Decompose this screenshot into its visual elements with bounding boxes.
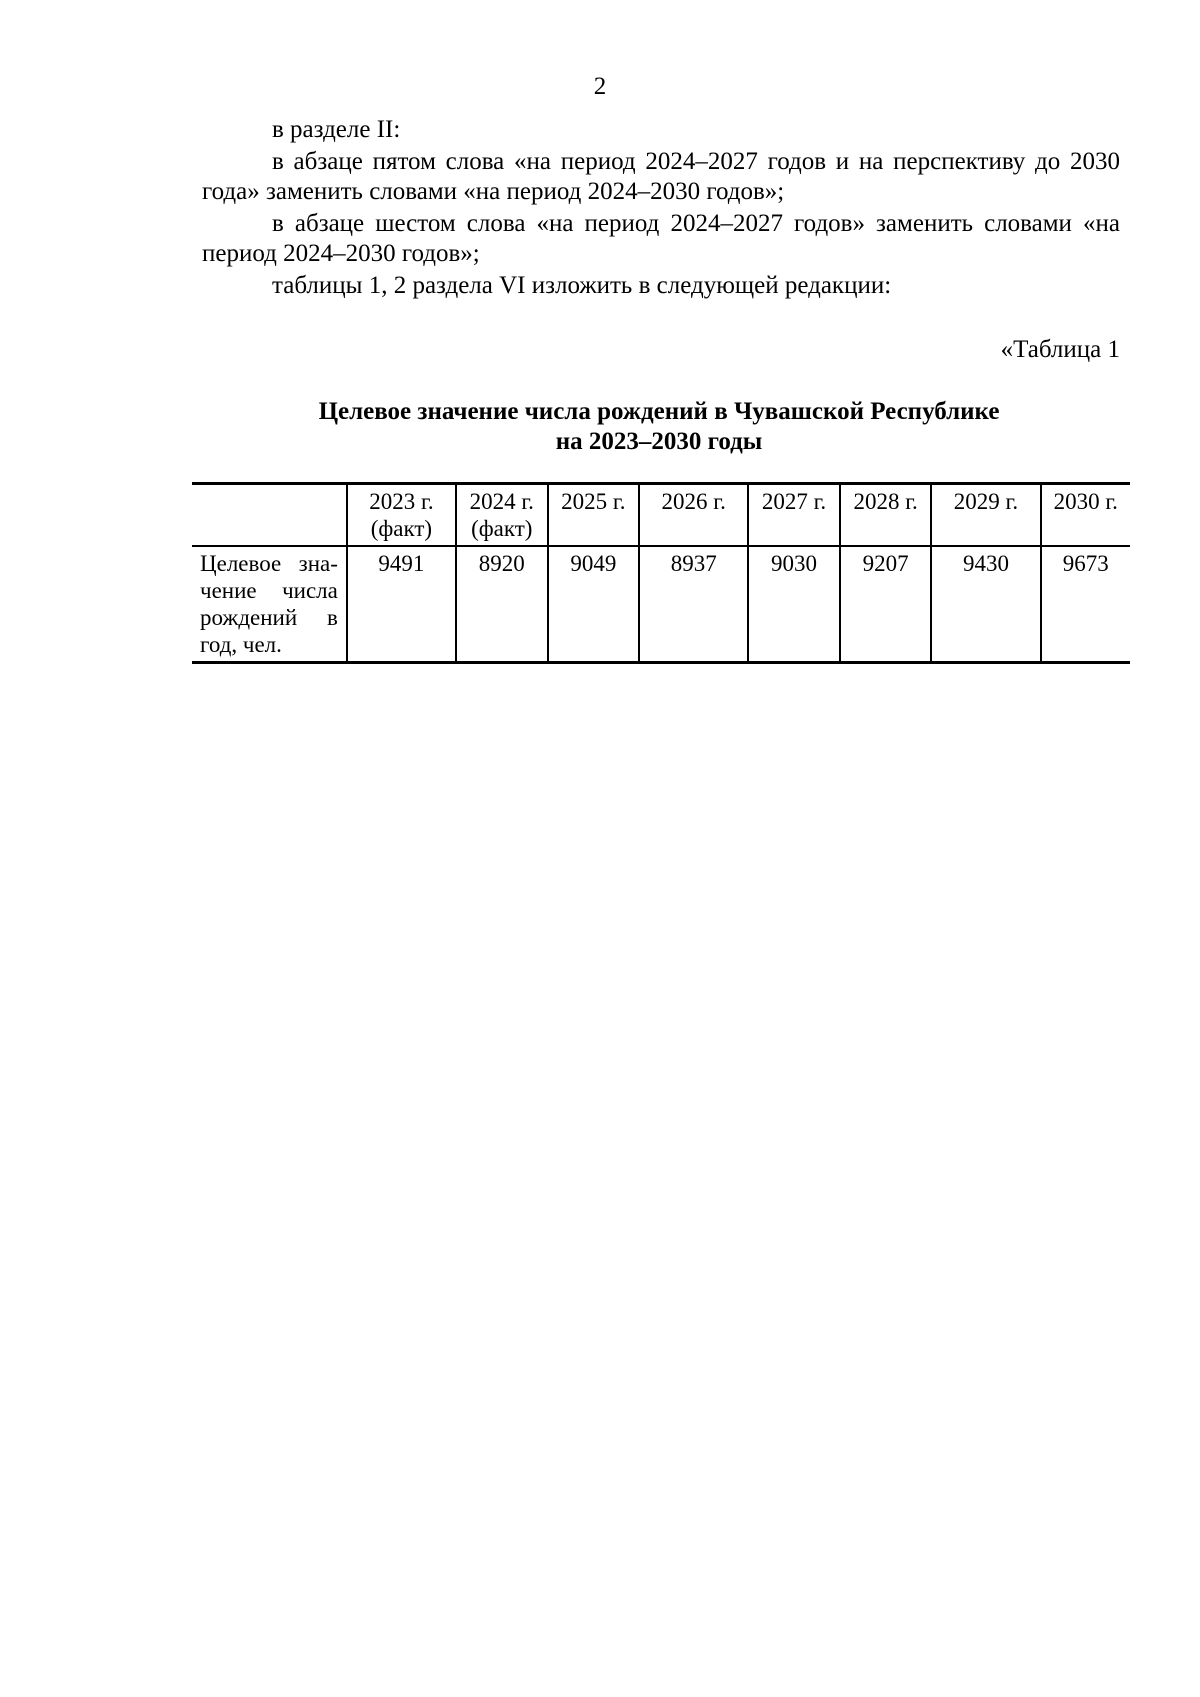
value-cell: 9049 bbox=[548, 546, 640, 663]
value-cell: 9207 bbox=[840, 546, 932, 663]
header-year: 2027 г. bbox=[761, 489, 827, 514]
header-year: 2024 г. bbox=[469, 489, 534, 514]
row-label: Целевое зна-чение числа рождений в год, чел. bbox=[192, 546, 347, 663]
value-cell: 9430 bbox=[931, 546, 1040, 663]
header-year: 2030 г. bbox=[1053, 489, 1118, 514]
header-year: 2028 г. bbox=[853, 489, 918, 514]
header-cell bbox=[456, 484, 548, 547]
header-cell bbox=[748, 484, 840, 547]
table-title bbox=[0, 397, 1200, 457]
header-cell bbox=[548, 484, 640, 547]
value-cell: 9673 bbox=[1041, 546, 1131, 663]
header-year: 2026 г. bbox=[661, 489, 726, 514]
table-header-row bbox=[192, 484, 1130, 547]
body-text bbox=[202, 115, 1120, 303]
page-number: 2 bbox=[593, 73, 607, 100]
header-year: 2029 г. bbox=[953, 489, 1019, 514]
value-cell: 8920 bbox=[456, 546, 548, 663]
header-cell bbox=[347, 484, 456, 547]
header-year: 2025 г. bbox=[561, 489, 626, 514]
paragraph: в абзаце пятом слова «на период 2024–2027 годов и на перспективу до 2030 года» заменить словами «на период 2024–2030 годов»; bbox=[202, 148, 1120, 205]
paragraph: в разделе II: bbox=[272, 116, 401, 143]
table-label: «Таблица 1 bbox=[1000, 336, 1120, 363]
table-title-line: Целевое значение числа рождений в Чувашской Республике bbox=[318, 398, 1000, 425]
paragraph: в абзаце шестом слова «на период 2024–2027 годов» заменить словами «на период 2024–2030 годов»; bbox=[202, 210, 1120, 267]
header-note: (факт) bbox=[471, 516, 533, 541]
header-empty-cell bbox=[192, 484, 347, 547]
value-cell: 8937 bbox=[639, 546, 748, 663]
value-cell: 9030 bbox=[748, 546, 840, 663]
value-cell: 9491 bbox=[347, 546, 456, 663]
header-year: 2023 г. bbox=[369, 489, 434, 514]
header-note: (факт) bbox=[370, 516, 433, 541]
paragraph: таблицы 1, 2 раздела VI изложить в следующей редакции: bbox=[272, 272, 892, 299]
table-row bbox=[192, 546, 1130, 663]
data-table bbox=[192, 482, 1130, 664]
header-cell bbox=[840, 484, 932, 547]
header-cell bbox=[1041, 484, 1131, 547]
header-cell bbox=[931, 484, 1040, 547]
table-title-line: на 2023–2030 годы bbox=[555, 428, 763, 455]
header-cell bbox=[639, 484, 748, 547]
